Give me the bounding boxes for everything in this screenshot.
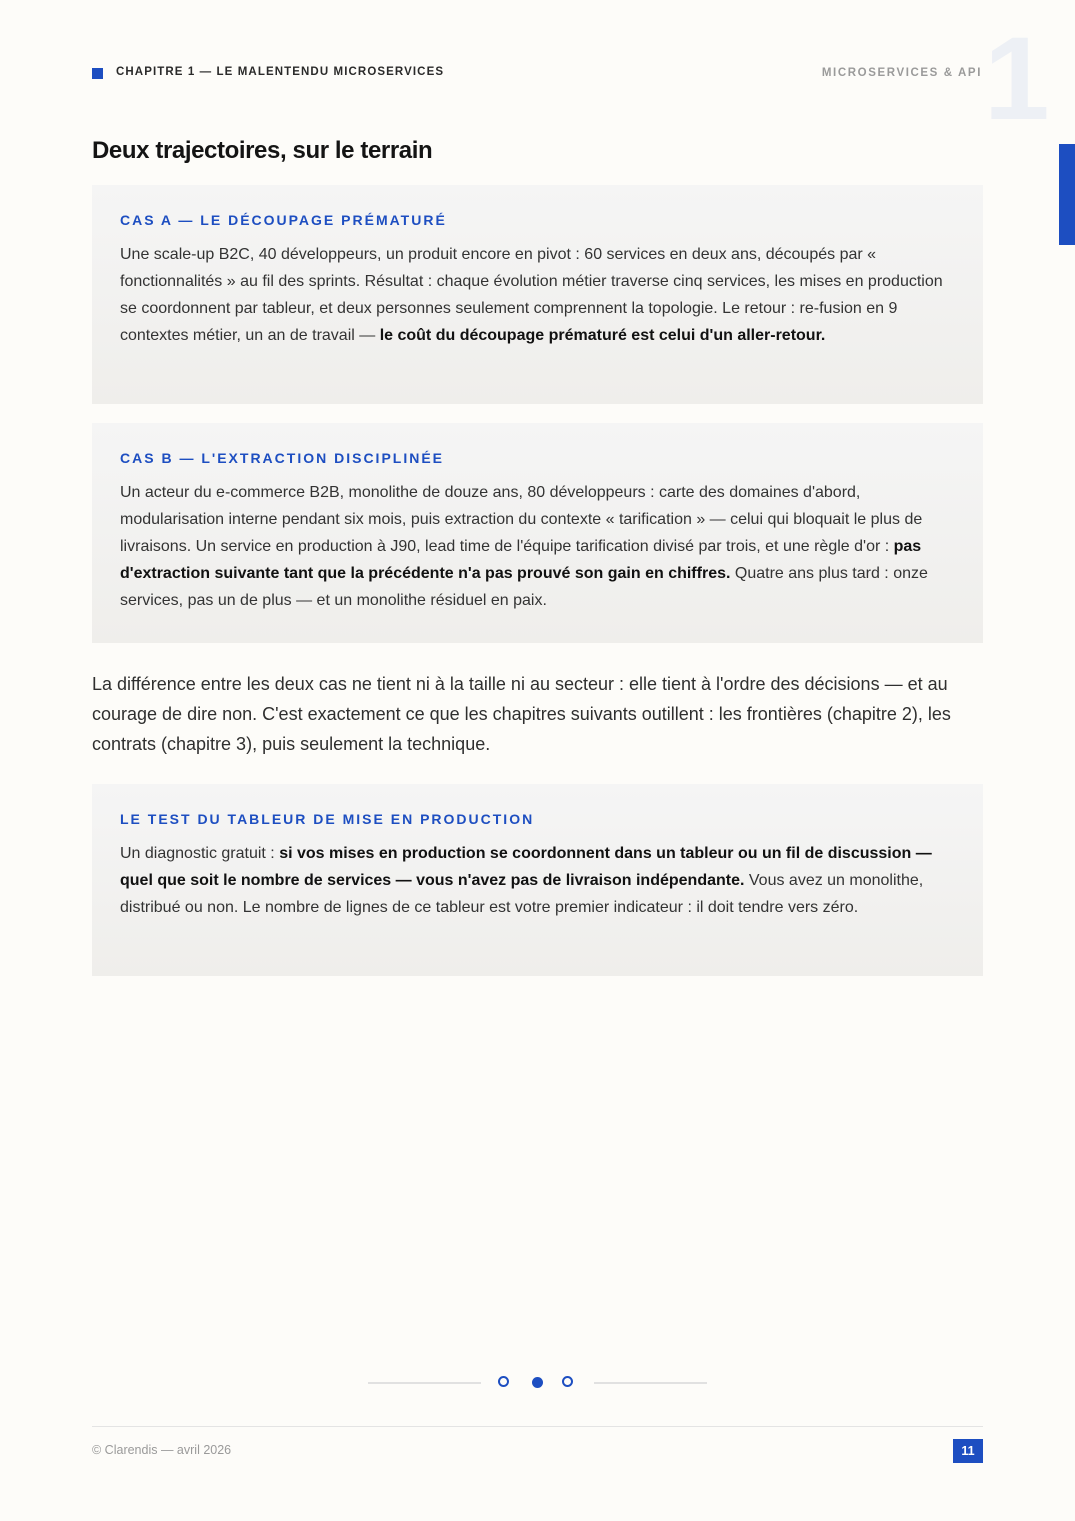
case-a-title: CAS A — LE DÉCOUPAGE PRÉMATURÉ	[120, 212, 447, 228]
case-b-title: CAS B — L'EXTRACTION DISCIPLINÉE	[120, 450, 445, 466]
case-a-conclusion: le coût du découpage prématuré est celui d'un aller-retour.	[379, 327, 826, 344]
spreadsheet-test-card	[92, 784, 983, 976]
case-b-outcome: Quatre ans plus tard : onze services, pas un de plus — et un monolithe résiduel en paix.	[120, 565, 928, 609]
test-body	[120, 840, 955, 921]
page-header	[92, 66, 982, 84]
case-a-card	[92, 185, 983, 404]
ornament-dot-outline	[498, 1376, 509, 1387]
section-title: Deux trajectoires, sur le terrain	[92, 137, 433, 164]
ornament-dot-outline	[562, 1376, 573, 1387]
ornament-dot-filled	[532, 1377, 543, 1388]
summary-paragraph: La différence entre les deux cas ne tient ni à la taille ni au secteur : elle tient à l'ordre des décisions — et au courage de dire non. C'est exactement ce que les chapitres suivants outillent : les frontières (chapitre 2), les contrats (chapitre 3), puis seulement la technique.	[92, 674, 951, 754]
case-b-body	[120, 479, 955, 614]
copyright: © Clarendis — avril 2026	[92, 1443, 232, 1457]
test-conclusion: Vous avez un monolithe, distribué ou non. Le nombre de lignes de ce tableur est votre premier indicateur : il doit tendre vers zéro.	[120, 872, 924, 916]
case-b-rule: pas d'extraction suivante tant que la précédente n'a pas prouvé son gain en chiffres.	[120, 538, 922, 582]
case-a-text: Une scale-up B2C, 40 développeurs, un produit encore en pivot : 60 services en deux ans, découpés par « fonctionnalités » au fil des sprints. Résultat : chaque évolution métier traverse cinq services, les mises en production se coordonnent par tableur, et deux personnes seulement comprennent la topologie. Le retour : re-fusion en 9 contextes métier, un an de travail —	[120, 246, 943, 344]
ornament-line-right	[594, 1382, 707, 1384]
case-a-body	[120, 241, 955, 349]
side-tab-marker	[1059, 144, 1075, 245]
page-number: 11	[953, 1439, 983, 1463]
page-ornament	[368, 1374, 707, 1392]
test-diagnostic: si vos mises en production se coordonnent dans un tableur ou un fil de discussion — quel que soit le nombre de services — vous n'avez pas de livraison indépendante.	[120, 845, 932, 889]
case-b-text: Un acteur du e-commerce B2B, monolithe de douze ans, 80 développeurs : carte des domaines d'abord, modularisation interne pendant six mois, puis extraction du contexte « tarification » — celui qui bloquait le plus de livraisons. Un service en production à J90, lead time de l'équipe tarification divisé par trois, et une règle d'or :	[120, 484, 923, 555]
brand-label: MICROSERVICES & API	[821, 67, 982, 79]
ornament-line-left	[368, 1382, 481, 1384]
footer-divider	[92, 1426, 983, 1427]
case-b-card	[92, 423, 983, 643]
chapter-label: CHAPITRE 1 — LE MALENTENDU MICROSERVICES	[116, 66, 445, 78]
test-intro: Un diagnostic gratuit :	[120, 845, 280, 862]
chapter-numeral: 1	[984, 13, 1050, 145]
chapter-marker-square	[92, 68, 103, 79]
test-title: LE TEST DU TABLEUR DE MISE EN PRODUCTION	[120, 811, 535, 827]
